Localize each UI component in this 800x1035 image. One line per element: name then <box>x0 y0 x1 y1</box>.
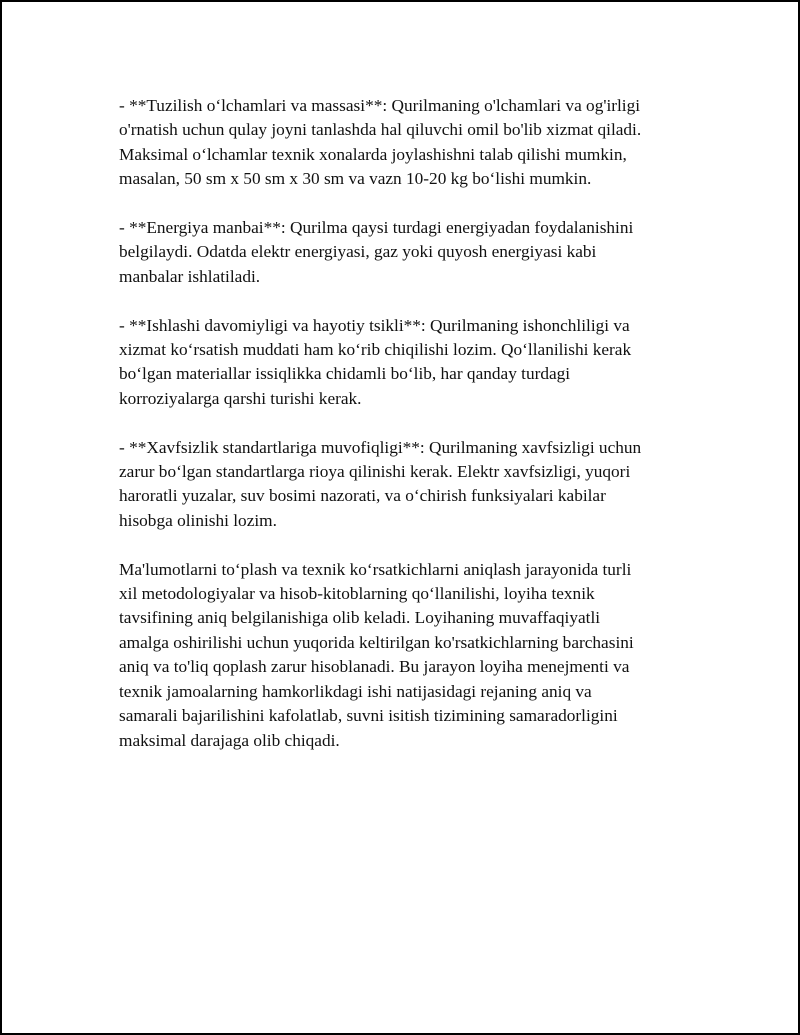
text-line: hisobga olinishi lozim. <box>119 510 277 530</box>
paragraph-lifecycle <box>119 314 691 412</box>
text-line: tavsifining aniq belgilanishiga olib keladi. Loyihaning muvaffaqiyatli <box>119 608 601 628</box>
text-line: - **Tuzilish o‘lchamlari va massasi**: Qurilmaning o'lchamlari va og'irligi <box>119 96 641 115</box>
text-line: texnik jamoalarning hamkorlikdagi ishi natijasidagi rejaning aniq va <box>119 681 592 701</box>
text-line: masalan, 50 sm x 50 sm x 30 sm va vazn 10-20 kg bo‘lishi mumkin. <box>119 169 592 189</box>
text-line: Ma'lumotlarni to‘plash va texnik ko‘rsatkichlarni aniqlash jarayonida turli <box>119 559 632 579</box>
text-line: - **Xavfsizlik standartlariga muvofiqligi**: Qurilmaning xavfsizligi uchun <box>119 437 642 457</box>
text-line: belgilaydi. Odatda elektr energiyasi, gaz yoki quyosh energiyasi kabi <box>119 242 597 262</box>
text-line: o'rnatish uchun qulay joyni tanlashda hal qiluvchi omil bo'lib xizmat qiladi. <box>119 120 642 140</box>
paragraph-conclusion <box>119 558 691 753</box>
text-line: amalga oshirilishi uchun yuqorida keltirilgan ko'rsatkichlarning barchasini <box>119 632 634 652</box>
text-line: xizmat ko‘rsatish muddati ham ko‘rib chiqilishi lozim. Qo‘llanilishi kerak <box>119 340 632 360</box>
text-line: maksimal darajaga olib chiqadi. <box>119 730 340 750</box>
paragraph-safety-standards <box>119 436 691 534</box>
paragraph-energy-source <box>119 216 691 289</box>
paragraph-dimensions <box>119 94 691 192</box>
text-line: aniq va to'liq qoplash zarur hisoblanadi. Bu jarayon loyiha menejmenti va <box>119 657 630 677</box>
text-line: Maksimal o‘lchamlar texnik xonalarda joylashishni talab qilishi mumkin, <box>119 144 627 164</box>
text-line: zarur bo‘lgan standartlarga rioya qilinishi kerak. Elektr xavfsizligi, yuqori <box>119 462 631 482</box>
text-line: bo‘lgan materiallar issiqlikka chidamli bo‘lib, har qanday turdagi <box>119 364 571 384</box>
text-line: xil metodologiyalar va hisob-kitoblarning qo‘llanilishi, loyiha texnik <box>119 584 595 604</box>
text-line: manbalar ishlatiladi. <box>119 266 261 286</box>
text-line: haroratli yuzalar, suv bosimi nazorati, va o‘chirish funksiyalari kabilar <box>119 486 606 506</box>
text-line: samarali bajarilishini kafolatlab, suvni isitish tizimining samaradorligini <box>119 706 618 726</box>
text-line: korroziyalarga qarshi turishi kerak. <box>119 388 362 408</box>
text-line: - **Energiya manbai**: Qurilma qaysi turdagi energiyadan foydalanishini <box>119 218 634 238</box>
text-line: - **Ishlashi davomiyligi va hayotiy tsikli**: Qurilmaning ishonchliligi va <box>119 315 630 335</box>
document-body <box>119 94 691 777</box>
